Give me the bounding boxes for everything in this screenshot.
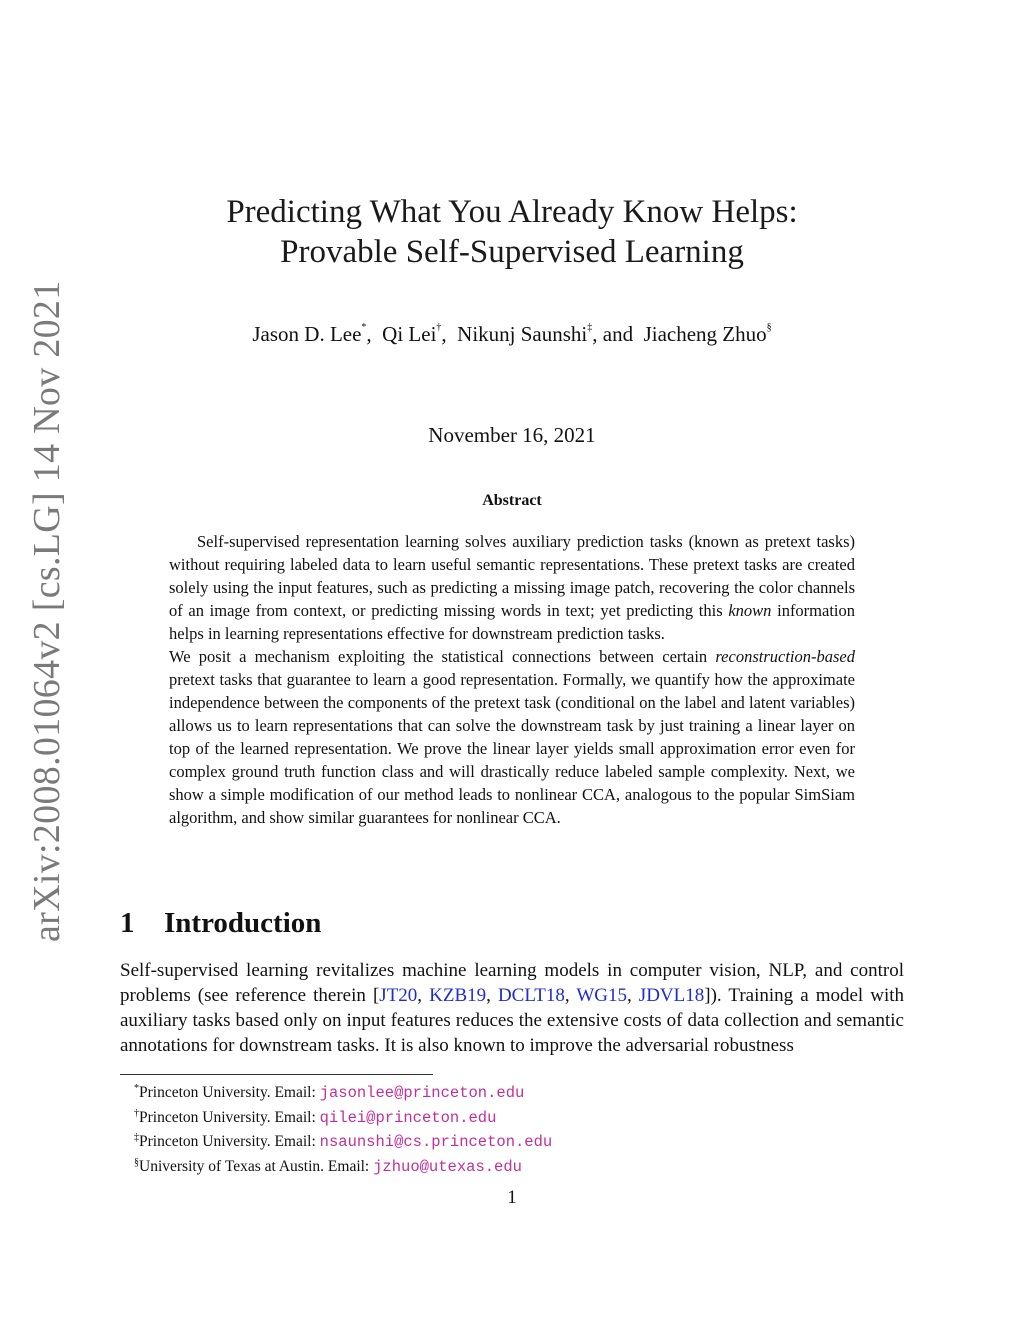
author-separator: , [441, 322, 447, 346]
footnote-mark: § [134, 1156, 139, 1168]
footnote: ‡Princeton University. Email: nsaunshi@cs.princeton.edu [120, 1128, 904, 1153]
section-title: Introduction [164, 907, 322, 939]
abstract-heading: Abstract [482, 492, 542, 509]
abstract-paragraph-1: Self-supervised representation learning solves auxiliary prediction tasks (known as pretext tasks) without requiring labeled data to learn useful semantic representations. These pretext tasks are created solely using the input features, such as predicting a missing image patch, recovering the color channels of an image from context, or predicting missing words in text; yet predicting this known information helps in learning representations effective for downstream prediction tasks. [169, 532, 856, 643]
citation-link[interactable]: WG15 [576, 985, 627, 1006]
footnotes [120, 1079, 904, 1177]
abstract-paragraph-2: We posit a mechanism exploiting the statistical connections between certain reconstruction-based pretext tasks that guarantee to learn a good representation. Formally, we quantify how the approximate independence between the components of the pretext task (conditional on the label and latent variables) allows us to learn representations that can solve the downstream task by just training a linear layer on top of the learned representation. We prove the linear layer yields small approximation error even for complex ground truth function class and will drastically reduce labeled sample complexity. Next, we show a simple modification of our method leads to nonlinear CCA, analogous to the popular SimSiam algorithm, and show similar guarantees for nonlinear CCA. [169, 647, 855, 827]
citation-link[interactable]: KZB19 [429, 985, 487, 1006]
citation-link[interactable]: JT20 [379, 985, 418, 1006]
author-footnote-mark[interactable]: † [436, 322, 442, 333]
author-separator: , [366, 322, 372, 346]
email-link[interactable]: nsaunshi@cs.princeton.edu [319, 1133, 553, 1151]
footnote-mark: † [134, 1107, 139, 1119]
footnote-mark: * [134, 1083, 139, 1094]
email-link[interactable]: jzhuo@utexas.edu [373, 1157, 522, 1176]
email-link[interactable]: qilei@princeton.edu [319, 1108, 497, 1127]
citation-link[interactable]: JDVL18 [638, 985, 705, 1006]
citation-link[interactable]: DCLT18 [497, 985, 565, 1006]
footnote-mark: ‡ [134, 1132, 139, 1143]
emphasis: known [728, 601, 772, 620]
title-line-1: Predicting What You Already Know Helps: [226, 194, 798, 230]
author-name: Nikunj Saunshi [457, 322, 588, 346]
author-name: Jason D. Lee [252, 322, 362, 346]
section-heading [120, 905, 321, 941]
author-footnote-mark[interactable]: § [766, 322, 772, 333]
section-number: 1 [120, 907, 135, 939]
author-footnote-mark[interactable]: ‡ [587, 322, 593, 333]
author-separator: , and [592, 322, 634, 346]
footnote-divider [120, 1074, 433, 1075]
footnote: †Princeton University. Email: qilei@princeton.edu [120, 1104, 904, 1129]
page-number: 1 [507, 1187, 517, 1208]
email-link[interactable]: jasonlee@princeton.edu [319, 1084, 525, 1102]
introduction-body [120, 958, 904, 1058]
publication-date: November 16, 2021 [428, 423, 596, 447]
footnote: §University of Texas at Austin. Email: jzhuo@utexas.edu [120, 1153, 904, 1178]
author-footnote-mark[interactable]: * [361, 322, 367, 333]
author-list [0, 314, 1024, 348]
emphasis: reconstruction-based [715, 647, 855, 666]
footnote: *Princeton University. Email: jasonlee@princeton.edu [120, 1079, 904, 1104]
arxiv-identifier-stamp: arXiv:2008.01064v2 [cs.LG] 14 Nov 2021 [26, 280, 68, 942]
intro-paragraph: Self-supervised learning revitalizes machine learning models in computer vision, NLP, and control problems (see reference therein [JT20, KZB19, DCLT18, WG15, JDVL18]). Training a model with auxiliary tasks based only on input features reduces the extensive costs of data collection and semantic annotations for downstream tasks. It is also known to improve the adversarial robustness [120, 960, 905, 1056]
author-name: Jiacheng Zhuo [643, 322, 767, 346]
paper-title [0, 192, 1024, 272]
abstract-body [169, 530, 855, 829]
author-name: Qi Lei [382, 322, 437, 346]
title-line-2: Provable Self-Supervised Learning [280, 234, 744, 270]
